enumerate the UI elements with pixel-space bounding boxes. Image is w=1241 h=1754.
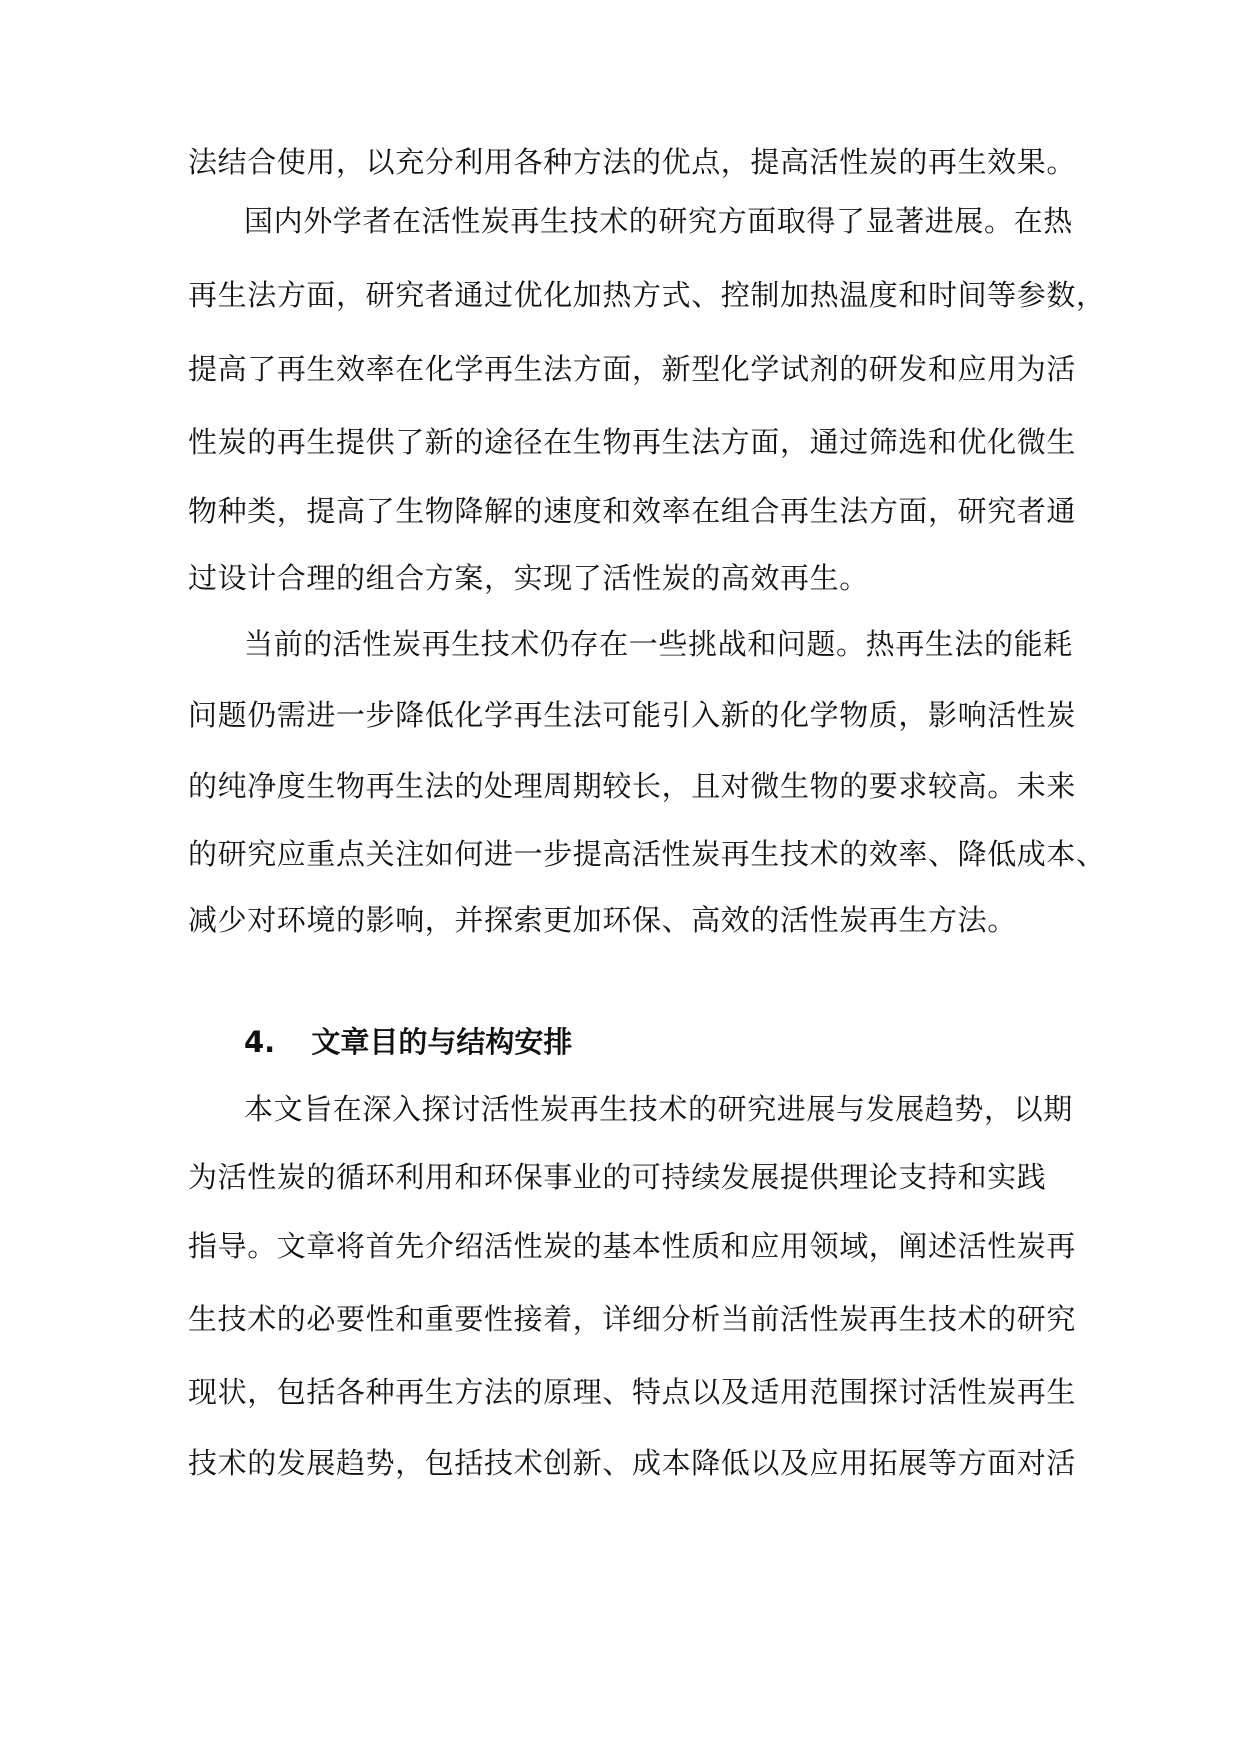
section-heading <box>244 1022 572 1062</box>
section-number: 4. <box>244 1025 276 1059</box>
paragraph-2-line-3: 提高了再生效率在化学再生法方面，新型化学试剂的研发和应用为活 <box>188 352 1077 386</box>
paragraph-3-line-4: 的研究应重点关注如何进一步提高活性炭再生技术的效率、降低成本、 <box>188 837 1106 871</box>
paragraph-4-line-4: 生技术的必要性和重要性接着，详细分析当前活性炭再生技术的研究 <box>188 1302 1077 1336</box>
paragraph-2-line-1: 国内外学者在活性炭再生技术的研究方面取得了显著进展。在热 <box>244 204 1073 238</box>
paragraph-4-line-3: 指导。文章将首先介绍活性炭的基本性质和应用领域，阐述活性炭再 <box>188 1229 1077 1263</box>
paragraph-2-line-2: 再生法方面，研究者通过优化加热方式、控制加热温度和时间等参数， <box>188 278 1106 312</box>
paragraph-4-line-2: 为活性炭的循环利用和环保事业的可持续发展提供理论支持和实践 <box>188 1160 1047 1194</box>
paragraph-3-line-2: 问题仍需进一步降低化学再生法可能引入新的化学物质，影响活性炭 <box>188 698 1077 732</box>
paragraph-2-line-5: 物种类，提高了生物降解的速度和效率在组合再生法方面，研究者通 <box>188 494 1077 528</box>
section-title: 文章目的与结构安排 <box>311 1025 573 1059</box>
paragraph-3-line-1: 当前的活性炭再生技术仍存在一些挑战和问题。热再生法的能耗 <box>244 627 1073 661</box>
paragraph-2-line-4: 性炭的再生提供了新的途径在生物再生法方面，通过筛选和优化微生 <box>188 425 1077 459</box>
paragraph-4-line-1: 本文旨在深入探讨活性炭再生技术的研究进展与发展趋势，以期 <box>244 1092 1073 1126</box>
paragraph-4-line-5: 现状，包括各种再生方法的原理、特点以及适用范围探讨活性炭再生 <box>188 1375 1077 1409</box>
paragraph-3-line-5: 减少对环境的影响，并探索更加环保、高效的活性炭再生方法。 <box>188 903 1017 937</box>
paragraph-1-line-1: 法结合使用，以充分利用各种方法的优点，提高活性炭的再生效果。 <box>188 145 1077 179</box>
paragraph-4-line-6: 技术的发展趋势，包括技术创新、成本降低以及应用拓展等方面对活 <box>188 1446 1077 1480</box>
paragraph-3-line-3: 的纯净度生物再生法的处理周期较长，且对微生物的要求较高。未来 <box>188 769 1077 803</box>
paragraph-2-line-6: 过设计合理的组合方案，实现了活性炭的高效再生。 <box>188 561 869 595</box>
